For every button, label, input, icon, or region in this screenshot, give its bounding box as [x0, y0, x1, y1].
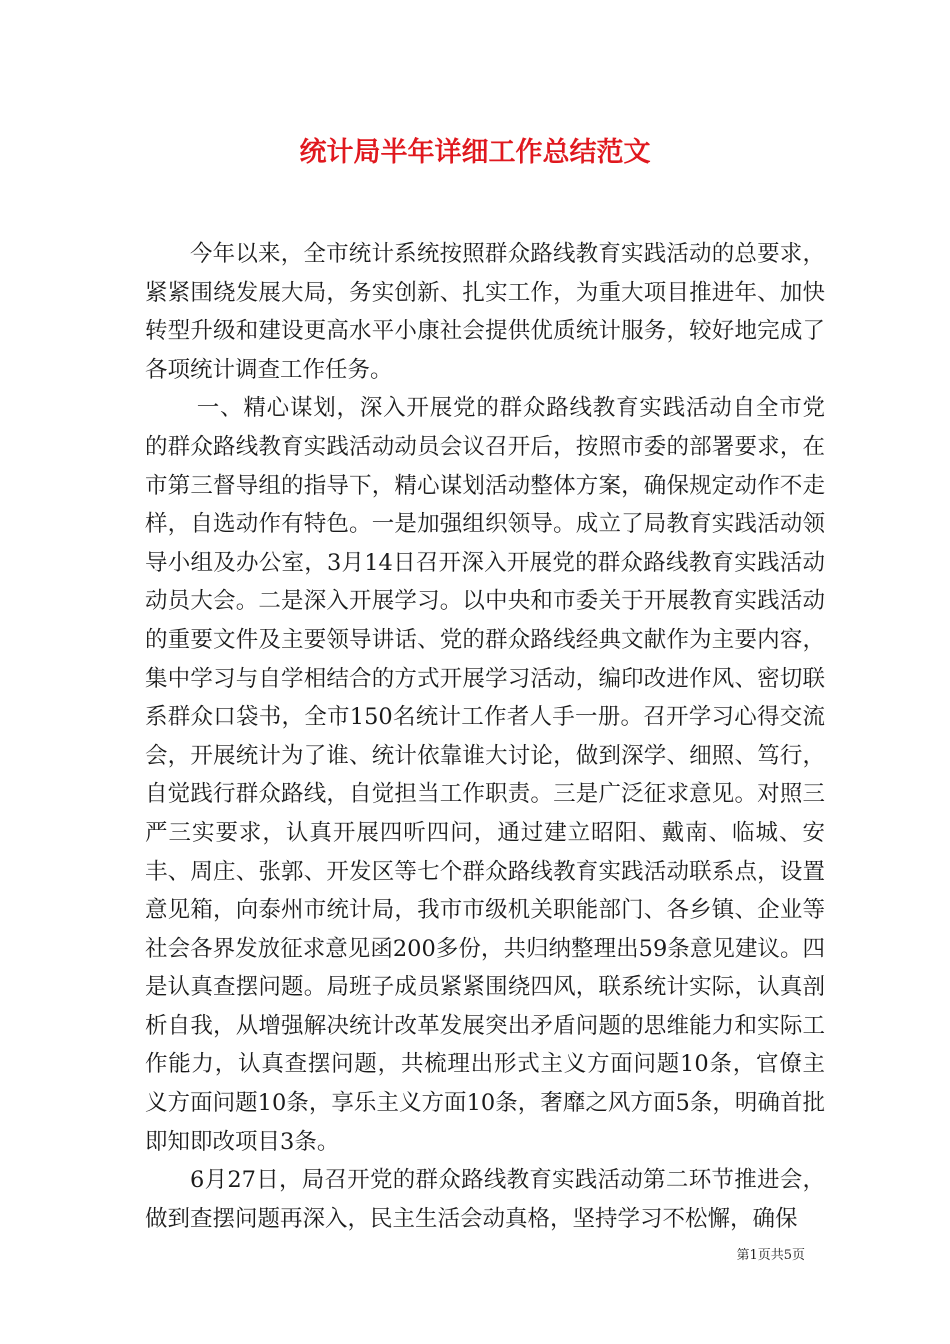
- page-number: 第1页共5页: [736, 1248, 805, 1263]
- paragraph-intro: 今年以来，全市统计系统按照群众路线教育实践活动的总要求，紧紧围绕发展大局，务实创新、扎实工作，为重大项目推进年、加快转型升级和建设更高水平小康社会提供优质统计服务，较好地完成了各项统计调查工作任务。: [145, 241, 825, 383]
- document-body: [145, 235, 825, 1238]
- document-title: 统计局半年详细工作总结范文: [299, 137, 651, 168]
- paragraph-section-one: 一、精心谋划，深入开展党的群众路线教育实践活动自全市党的群众路线教育实践活动动员会议召开后，按照市委的部署要求，在市第三督导组的指导下，精心谋划活动整体方案，确保规定动作不走样，自选动作有特色。一是加强组织领导。成立了局教育实践活动领导小组及办公室，3月14日召开深入开展党的群众路线教育实践活动动员大会。二是深入开展学习。以中央和市委关于开展教育实践活动的重要文件及主要领导讲话、党的群众路线经典文献作为主要内容，集中学习与自学相结合的方式开展学习活动，编印改进作风、密切联系群众口袋书，全市150名统计工作者人手一册。召开学习心得交流会，开展统计为了谁、统计依靠谁大讨论，做到深学、细照、笃行，自觉践行群众路线，自觉担当工作职责。三是广泛征求意见。对照三严三实要求，认真开展四听四问，通过建立昭阳、戴南、临城、安丰、周庄、张郭、开发区等七个群众路线教育实践活动联系点，设置意见箱，向泰州市统计局，我市市级机关职能部门、各乡镇、企业等社会各界发放征求意见函200多份，共归纳整理出59条意见建议。四是认真查摆问题。局班子成员紧紧围绕四风，联系统计实际，认真剖析自我，从增强解决统计改革发展突出矛盾问题的思维能力和实际工作能力，认真查摆问题，共梳理出形式主义方面问题10条，官僚主义方面问题10条，享乐主义方面10条，奢靡之风方面5条，明确首批即知即改项目3条。: [145, 395, 825, 1155]
- paragraph-june-meeting: 6月27日，局召开党的群众路线教育实践活动第二环节推进会，做到查摆问题再深入，民主生活会动真格，坚持学习不松懈，确保: [145, 1167, 825, 1232]
